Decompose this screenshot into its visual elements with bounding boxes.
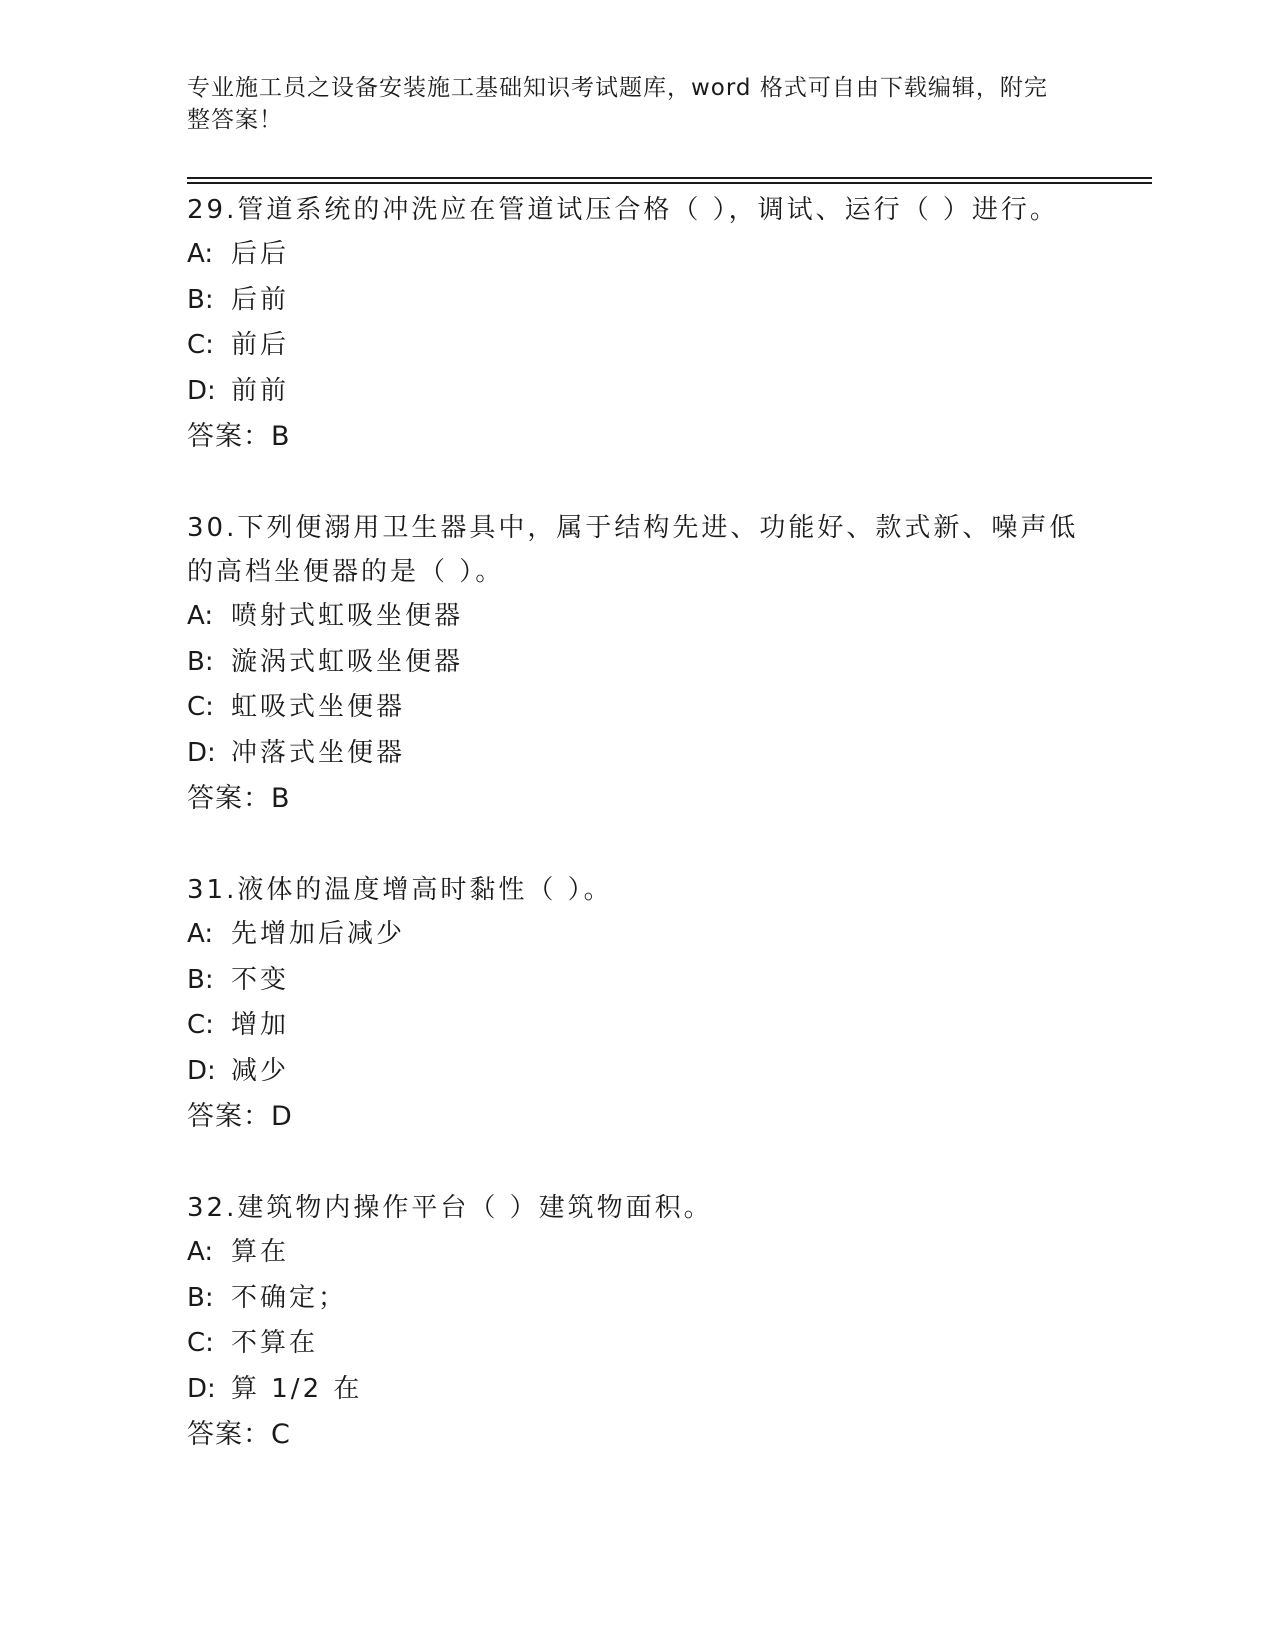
option-key: B: xyxy=(187,1282,214,1313)
question-text-continued: 的高档坐便器的是（ ）。 xyxy=(187,557,505,587)
option-key: C: xyxy=(187,1328,214,1358)
option-key: A: xyxy=(187,239,214,269)
option-b xyxy=(187,278,1087,324)
option-key: C: xyxy=(187,1010,214,1040)
option-key: A: xyxy=(187,919,214,949)
option-text: 不算在 xyxy=(231,1328,319,1358)
option-text: 不确定； xyxy=(231,1282,348,1313)
question-31 xyxy=(187,868,1087,1140)
option-key: C: xyxy=(187,330,214,360)
option-key: D: xyxy=(187,1373,216,1404)
option-c xyxy=(187,323,1087,369)
option-text: 算 1/2 在 xyxy=(231,1373,363,1404)
question-text: 29.管道系统的冲洗应在管道试压合格（ ），调试、运行（ ）进行。 xyxy=(187,195,1059,225)
option-text: 前后 xyxy=(231,330,290,360)
question-text: 32.建筑物内操作平台（ ）建筑物面积。 xyxy=(187,1193,713,1223)
question-30 xyxy=(187,506,1087,822)
option-key: D: xyxy=(187,375,216,406)
option-c xyxy=(187,1003,1087,1049)
answer: 答案：D xyxy=(187,1101,293,1132)
option-text: 不变 xyxy=(231,964,290,995)
option-b xyxy=(187,640,1087,686)
question-text: 31.液体的温度增高时黏性（ ）。 xyxy=(187,875,613,905)
option-a xyxy=(187,1230,1087,1276)
answer: 答案：C xyxy=(187,1419,291,1450)
document-header xyxy=(187,72,1067,136)
option-text: 先增加后减少 xyxy=(231,919,406,949)
option-c xyxy=(187,1321,1087,1367)
option-b xyxy=(187,958,1087,1004)
option-text: 漩涡式虹吸坐便器 xyxy=(231,646,464,677)
option-key: B: xyxy=(187,646,214,677)
option-b xyxy=(187,1276,1087,1322)
option-a xyxy=(187,912,1087,958)
option-text: 后前 xyxy=(231,284,290,315)
option-a xyxy=(187,594,1087,640)
option-text: 减少 xyxy=(231,1055,290,1086)
header-line-2: 整答案！ xyxy=(187,107,283,133)
question-text: 30.下列便溺用卫生器具中，属于结构先进、功能好、款式新、噪声低 xyxy=(187,513,1079,543)
option-d xyxy=(187,1367,1087,1413)
question-29 xyxy=(187,188,1087,460)
option-a xyxy=(187,232,1087,278)
option-key: B: xyxy=(187,964,214,995)
option-text: 增加 xyxy=(231,1010,290,1040)
option-d xyxy=(187,731,1087,777)
answer: 答案：B xyxy=(187,783,291,814)
header-divider-top xyxy=(187,177,1152,179)
option-text: 冲落式坐便器 xyxy=(231,737,406,768)
answer: 答案：B xyxy=(187,421,291,452)
header-divider-bottom xyxy=(187,182,1152,184)
header-line-1: 专业施工员之设备安装施工基础知识考试题库，word 格式可自由下载编辑，附完 xyxy=(187,75,1048,101)
option-c xyxy=(187,685,1087,731)
question-32 xyxy=(187,1186,1087,1458)
option-key: A: xyxy=(187,601,214,631)
option-d xyxy=(187,369,1087,415)
option-key: D: xyxy=(187,737,216,768)
option-text: 前前 xyxy=(231,375,290,406)
option-d xyxy=(187,1049,1087,1095)
option-text: 虹吸式坐便器 xyxy=(231,692,406,722)
option-key: B: xyxy=(187,284,214,315)
option-text: 后后 xyxy=(231,239,290,269)
option-key: A: xyxy=(187,1237,214,1267)
option-text: 喷射式虹吸坐便器 xyxy=(231,601,464,631)
option-key: D: xyxy=(187,1055,216,1086)
option-text: 算在 xyxy=(231,1237,290,1267)
option-key: C: xyxy=(187,692,214,722)
